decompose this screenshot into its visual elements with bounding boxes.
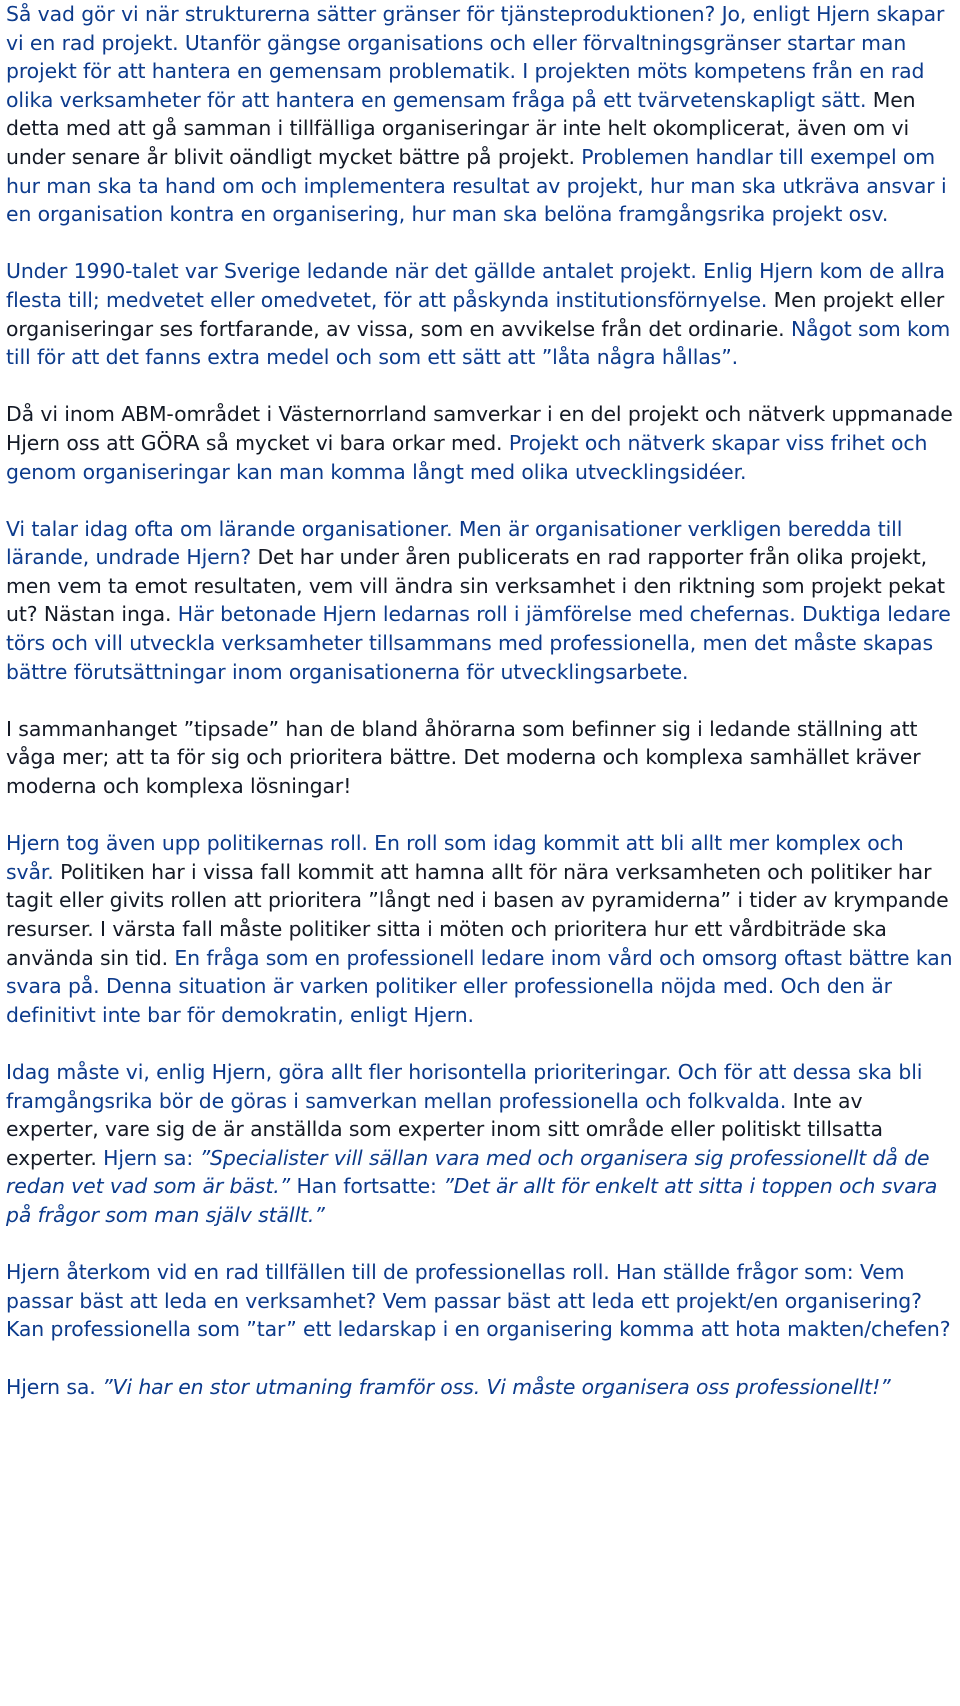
text-segment: Något som kom till för att det fanns extra medel och som ett sätt att ”låta några hållas”. xyxy=(6,316,951,370)
text-segment: Det har under åren publicerats en rad rapporter från olika projekt, men vem ta emot resultaten, vem vill ändra sin verksamhet i den riktning som projekt pekat ut? Nästan inga. xyxy=(6,545,945,627)
text-segment: Hjern sa. xyxy=(6,1374,103,1399)
text-segment: Politiken har i vissa fall kommit att hamna allt för nära verksamheten och politiker har tagit eller givits rollen att prioritera ”långt ned i basen av pyramiderna” i tider av krympande resurser. I värsta fall måste politiker sitta i möten och prioritera hur ett vårdbiträde ska använda sin tid. xyxy=(6,859,949,970)
quote-segment: ”Det är allt för enkelt att sitta i toppen och svara på frågor som man själv ställt.” xyxy=(6,1174,938,1227)
paragraph-6 xyxy=(6,829,954,1029)
paragraph-5 xyxy=(6,715,954,801)
text-segment: Vi talar idag ofta om lärande organisationer. Men är organisationer verkligen beredda till lärande, undrade Hjern? xyxy=(6,516,903,570)
text-segment: I sammanhanget ”tipsade” han de bland åhörarna som befinner sig i ledande ställning att våga mer; att ta för sig och prioritera bättre. Det moderna och komplexa samhället kräver moderna och komplexa lösningar! xyxy=(6,716,921,799)
text-segment: Så vad gör vi när strukturerna sätter gränser för tjänsteproduktionen? Jo, enligt Hjern skapar vi en rad projekt. Utanför gängse organisations och eller förvaltningsgränser startar man projekt för att hantera en gemensam problematik. I projekten möts kompetens från en rad olika verksamheter för att hantera en gemensam fråga på ett tvärvetenskapligt sätt. xyxy=(6,2,945,112)
paragraph-3 xyxy=(6,400,954,486)
text-segment: Men projekt eller organiseringar ses fortfarande, av vissa, som en avvikelse från det ordinarie. xyxy=(6,287,945,341)
text-segment: Problemen handlar till exempel om hur man ska ta hand om och implementera resultat av projekt, hur man ska utkräva ansvar i en organisation kontra en organisering, hur man ska belöna framgångsrika projekt osv. xyxy=(6,144,947,227)
quote-segment: ”Vi har en stor utmaning framför oss. Vi måste organisera oss professionellt!” xyxy=(102,1374,891,1399)
paragraph-1 xyxy=(6,0,954,229)
text-segment: Hjern återkom vid en rad tillfällen till de professionellas roll. Han ställde frågor som: Vem passar bäst att leda en verksamhet? Vem passar bäst att leda ett projekt/en organisering? Kan professionella som ”tar” ett ledarskap i en organisering komma att hota makten/chefen? xyxy=(6,1260,951,1342)
text-segment: Idag måste vi, enlig Hjern, göra allt fler horisontella prioriteringar. Och för att dessa ska bli framgångsrika bör de göras i samverkan mellan professionella och folkvalda. xyxy=(6,1059,923,1113)
text-segment: Här betonade Hjern ledarnas roll i jämförelse med chefernas. Duktiga ledare törs och vill utveckla verksamheter tillsammans med professionella, men det måste skapas bättre förutsättningar inom organisationerna för utvecklingsarbete. xyxy=(6,602,951,684)
paragraph-4 xyxy=(6,515,954,687)
text-segment: En fråga som en professionell ledare inom vård och omsorg oftast bättre kan svara på. Denna situation är varken politiker eller professionella nöjda med. Och den är definitivt inte bar för demokratin, enligt Hjern. xyxy=(6,945,953,1027)
text-segment: Inte av experter, vare sig de är anställda som experter inom sitt område eller politiskt tillsatta experter. xyxy=(6,1088,883,1170)
text-segment: Men detta med att gå samman i tillfälliga organiseringar är inte helt okomplicerat, även om vi under senare år blivit oändligt mycket bättre på projekt. xyxy=(6,87,916,169)
paragraph-8 xyxy=(6,1258,954,1344)
text-segment: Hjern tog även upp politikernas roll. En roll som idag kommit att bli allt mer komplex och svår. xyxy=(6,831,904,884)
paragraph-9 xyxy=(6,1373,954,1402)
quote-segment: ”Specialister vill sällan vara med och organisera sig professionellt då de redan vet vad som är bäst.” xyxy=(6,1145,930,1199)
article-body xyxy=(6,0,954,1430)
text-segment: Hjern sa: xyxy=(103,1145,200,1170)
paragraph-7 xyxy=(6,1058,954,1230)
paragraph-2 xyxy=(6,257,954,371)
text-segment: Då vi inom ABM-området i Västernorrland samverkar i en del projekt och nätverk uppmanade Hjern oss att GÖRA så mycket vi bara orkar med. xyxy=(6,402,953,455)
text-segment: Projekt och nätverk skapar viss frihet och genom organiseringar kan man komma långt med olika utvecklingsidéer. xyxy=(6,430,928,484)
text-segment: Han fortsatte: xyxy=(296,1174,444,1199)
text-segment: Under 1990-talet var Sverige ledande när det gällde antalet projekt. Enlig Hjern kom de allra flesta till; medvetet eller omedvetet, för att påskynda institutionsförnyelse. xyxy=(6,259,945,312)
